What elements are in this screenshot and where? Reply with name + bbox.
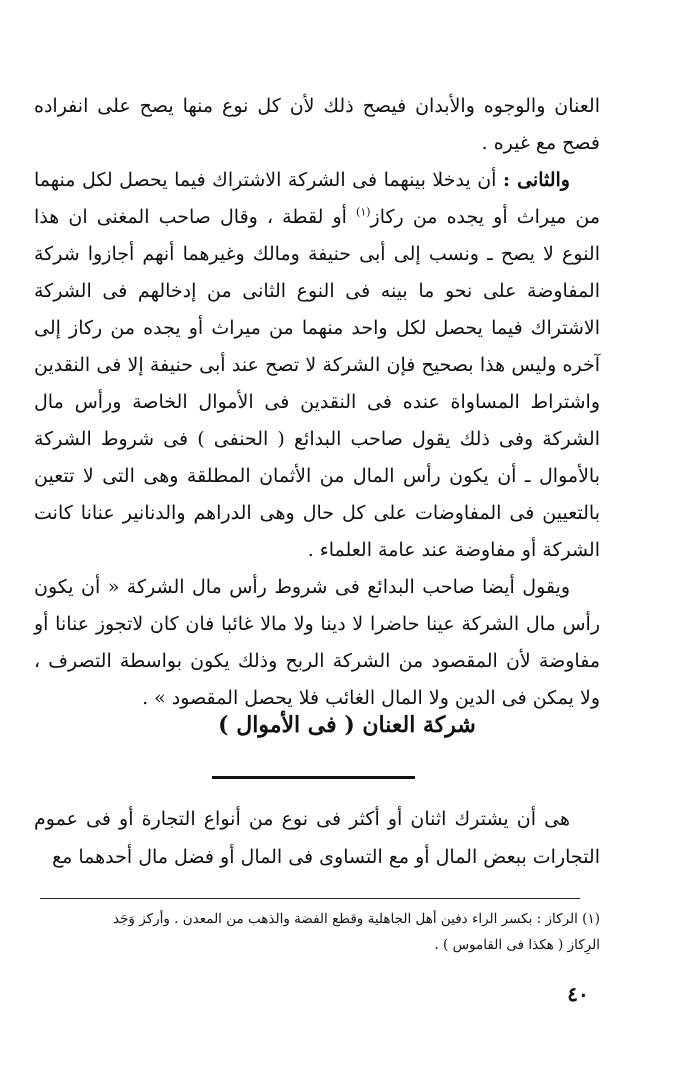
heading-underline <box>212 776 415 779</box>
page-number: ٤٠ <box>567 982 589 1006</box>
paragraph-2-text-b: أو لقطة ، وقال صاحب المغنى ان هذا النوع لا يصح ـ ونسب إلى أبى حنيفة ومالك وغيرهما أنهم أجازوا شركة المفاوضة على نحو ما بينه فى النوع الثانى من إدخالهم فى الشركة الاشتراك فيما يحصل لكل واحد منهما من ميراث أو يجده من ركاز إلى آخره وليس هذا بصحيح فإن الشركة لا تصح عند أبى حنيفة إلا فى النقدين واشتراط المساواة عنده فى النقدين فى الأموال الخاصة ورأس مال الشركة وفى ذلك يقول صاحب البدائع ( الحنفى ) فى شروط الشركة بالأموال ـ أن يكون رأس المال من الأثمان المطلقة وهى التى لا تتعين بالتعيين فى المفاوضات على كل حال وهى الدراهم والدنانير عنانا كانت الشركة أو مفاوضة عند عامة العلماء . <box>34 206 600 561</box>
footnote-separator <box>40 898 580 899</box>
footnote <box>40 906 600 958</box>
section-text-block <box>34 800 600 876</box>
paragraph-2-text-a: أن يدخلا بينهما فى الشركة الاشتراك فيما يحصل لكل منهما من ميراث أو يجده من ركاز <box>34 169 600 228</box>
footnote-line-1: (١) الركاز : بكسر الراء دفين أهل الجاهلية وقطع الفضة والذهب من المعدن . وأركز وَجَد <box>112 911 600 927</box>
main-text-block <box>34 88 600 717</box>
paragraph-2-lead: والثانى : <box>502 169 570 191</box>
section-heading: شركة العنان ( فى الأموال ) <box>218 712 476 738</box>
paragraph-2 <box>34 162 600 569</box>
section-paragraph-1: هى أن يشترك اثنان أو أكثر فى نوع من أنواع التجارة أو فى عموم التجارات ببعض المال أو مع التساوى فى المال أو فضل مال أحدهما مع <box>34 808 600 868</box>
paragraph-1: العنان والوجوه والأبدان فيصح ذلك لأن كل نوع منها يصح على انفراده فصح مع غيره . <box>34 95 600 154</box>
paragraph-3: ويقول أيضا صاحب البدائع فى شروط رأس مال الشركة « أن يكون رأس مال الشركة عينا حاضرا لا دينا ولا مالا غائبا فان كان لاتجوز عنانا أو مفاوضة لأن المقصود من الشركة الربح وذلك يكون بواسطة التصرف ، ولا يمكن فى الدين ولا المال الغائب فلا يحصل المقصود » . <box>34 576 600 709</box>
footnote-reference: (١) <box>356 205 371 219</box>
footnote-line-2: الرِكاز ( هكذا فى القاموس ) . <box>434 937 600 953</box>
